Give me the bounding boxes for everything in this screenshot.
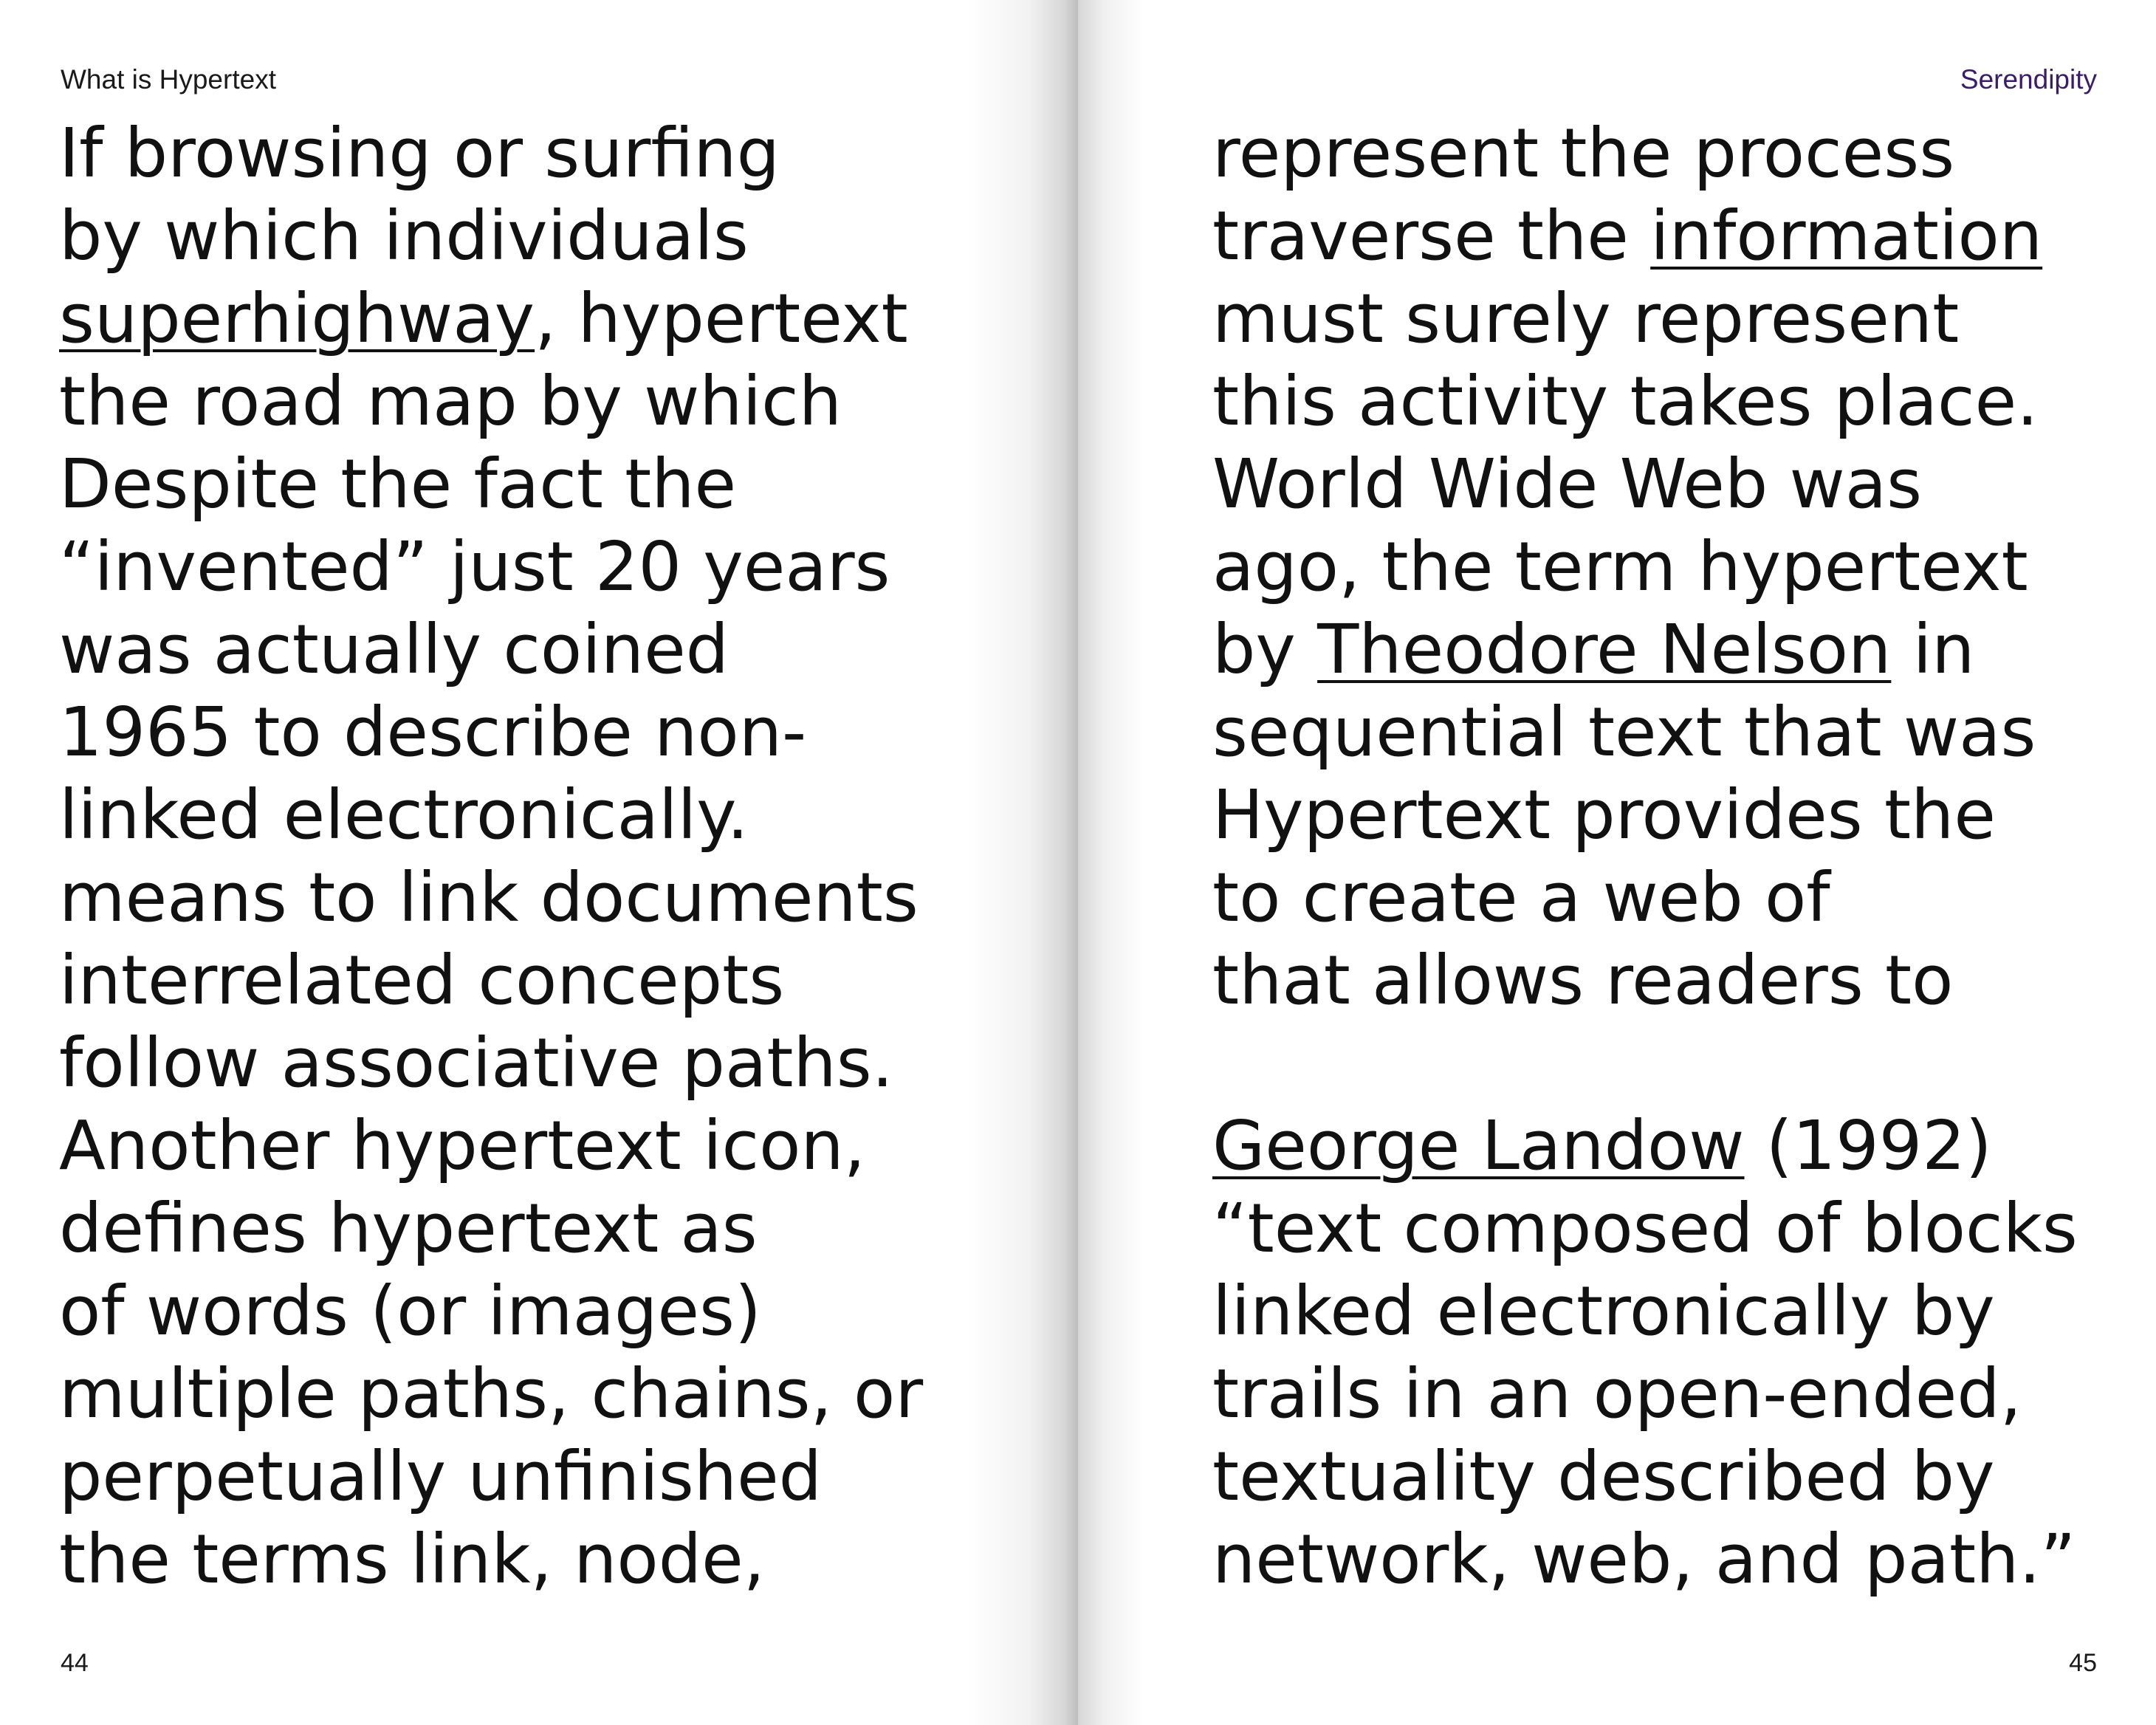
- right-line-11: that allows readers to: [1212, 941, 1954, 1020]
- left-line-13: Another hypertext icon,: [59, 1106, 865, 1185]
- right-page: [1078, 0, 2156, 1725]
- right-line-18: network, web, and path.”: [1212, 1520, 2076, 1599]
- left-line-15: of words (or images): [59, 1272, 761, 1351]
- right-line-10: to create a web of: [1212, 858, 1830, 937]
- left-gutter-shadow: [967, 0, 1078, 1725]
- right-line-16: trails in an open-ended,: [1212, 1354, 2022, 1433]
- right-line-7-lead: by: [1212, 610, 1318, 689]
- right-line-5: World Wide Web was: [1212, 445, 1923, 524]
- right-line-2-lead: traverse the: [1212, 196, 1651, 275]
- left-line-17: perpetually unfinished: [59, 1437, 823, 1516]
- right-line-4: this activity takes place.: [1212, 362, 2039, 441]
- left-line-16: multiple paths, chains, or: [59, 1354, 924, 1433]
- information-link[interactable]: information: [1650, 196, 2043, 275]
- left-body-text: [59, 112, 923, 1601]
- left-line-8: 1965 to describe non-: [59, 693, 807, 772]
- left-line-9: linked electronically.: [59, 775, 749, 854]
- left-line-5: Despite the fact the: [59, 445, 737, 524]
- right-line-9: Hypertext provides the: [1212, 775, 1996, 854]
- left-line-7: was actually coined: [59, 610, 729, 689]
- left-line-11: interrelated concepts: [59, 941, 785, 1020]
- left-line-3: [59, 278, 923, 360]
- right-line-6: ago, the term hypertext: [1212, 527, 2028, 606]
- right-line-8: sequential text that was: [1212, 693, 2036, 772]
- right-line-7-rest: in: [1891, 610, 1975, 689]
- left-line-18: the terms link, node,: [59, 1520, 765, 1599]
- left-line-3-rest: , hypertext: [535, 279, 908, 358]
- left-line-14: defines hypertext as: [59, 1189, 758, 1268]
- left-running-head: What is Hypertext: [61, 64, 276, 95]
- right-line-14: “text composed of blocks: [1212, 1189, 2078, 1268]
- right-line-1: represent the process: [1212, 114, 1955, 193]
- left-line-1: If browsing or surfing: [59, 114, 780, 193]
- right-line-13-rest: (1992): [1744, 1106, 1992, 1185]
- left-line-10: means to link documents: [59, 858, 919, 937]
- right-running-head: Serendipity: [1960, 64, 2097, 95]
- left-line-6: “invented” just 20 years: [59, 527, 890, 606]
- right-gutter-shadow: [1078, 0, 1144, 1725]
- superhighway-link[interactable]: superhighway: [59, 279, 535, 358]
- right-line-2: [1212, 195, 2078, 278]
- george-landow-link[interactable]: George Landow: [1212, 1106, 1745, 1185]
- left-line-4: the road map by which: [59, 362, 842, 441]
- left-line-2: by which individuals: [59, 196, 749, 275]
- theodore-nelson-link[interactable]: Theodore Nelson: [1317, 610, 1892, 689]
- left-line-12: follow associative paths.: [59, 1023, 893, 1102]
- right-line-15: linked electronically by: [1212, 1272, 1995, 1351]
- right-line-7: [1212, 608, 2078, 691]
- right-line-13: [1212, 1105, 2078, 1187]
- right-page-number: 45: [2069, 1649, 2097, 1677]
- right-body-text: [1212, 112, 2078, 1601]
- right-line-3: must surely represent: [1212, 279, 1960, 358]
- right-line-17: textuality described by: [1212, 1437, 1995, 1516]
- left-page-number: 44: [61, 1649, 89, 1677]
- right-blank-line: [1212, 1022, 2078, 1105]
